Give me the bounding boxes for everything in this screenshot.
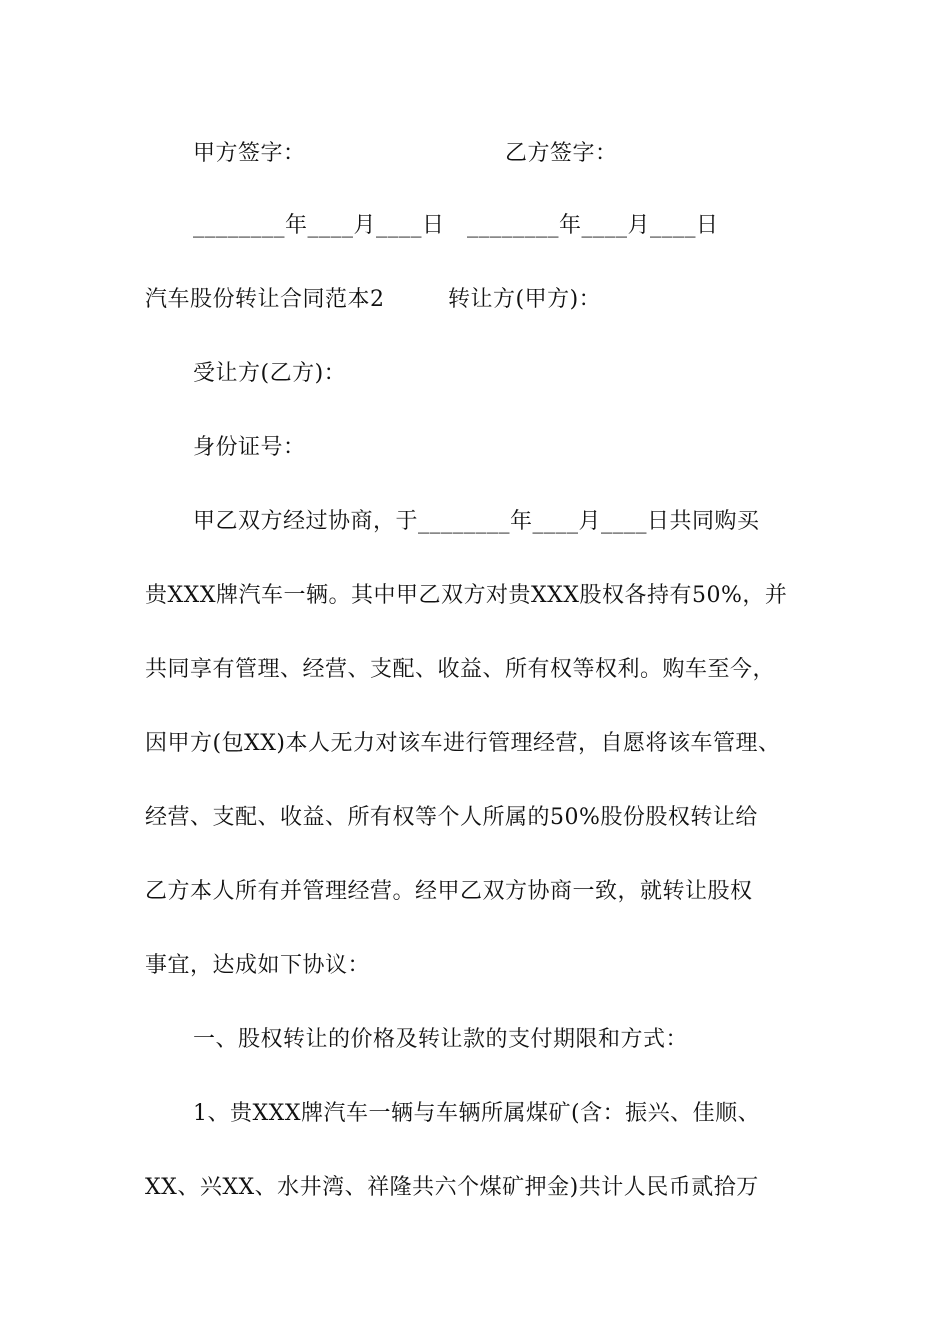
item-1-line-1: 1、贵XXX牌汽车一辆与车辆所属煤矿(含：振兴、佳顺、: [193, 1101, 761, 1126]
party-a-signature-label: 甲方签字：: [193, 141, 306, 166]
section-1-title: 一、股权转让的价格及转让款的支付期限和方式：: [193, 1027, 689, 1052]
body-line-6: 乙方本人所有并管理经营。经甲乙双方协商一致，就转让股权: [145, 879, 753, 904]
body-line-5: 经营、支配、收益、所有权等个人所属的50%股份股权转让给: [145, 805, 758, 830]
body-line-7: 事宜，达成如下协议：: [145, 953, 371, 978]
transferor-label: 转让方(甲方)：: [448, 287, 602, 312]
party-a-date: ________年____月____日: [193, 213, 445, 238]
id-number-label: 身份证号：: [193, 435, 306, 460]
transferee-label: 受让方(乙方)：: [193, 361, 347, 386]
body-line-4: 因甲方(包XX)本人无力对该车进行管理经营，自愿将该车管理、: [145, 731, 781, 756]
date-row: [145, 211, 883, 241]
contract-title: 汽车股份转让合同范本2: [145, 287, 385, 312]
body-line-1: 甲乙双方经过协商，于________年____月____日共同购买: [193, 509, 760, 534]
party-b-date: ________年____月____日: [467, 213, 719, 238]
body-line-3: 共同享有管理、经营、支配、收益、所有权等权利。购车至今，: [145, 657, 776, 682]
item-1-line-2: XX、兴XX、水井湾、祥隆共六个煤矿押金)共计人民币贰拾万: [145, 1175, 759, 1200]
contract-heading-row: [145, 285, 835, 315]
signature-row: [145, 139, 883, 169]
body-line-2: 贵XXX牌汽车一辆。其中甲乙双方对贵XXX股权各持有50%，并: [145, 583, 788, 608]
party-b-signature-label: 乙方签字：: [505, 141, 618, 166]
